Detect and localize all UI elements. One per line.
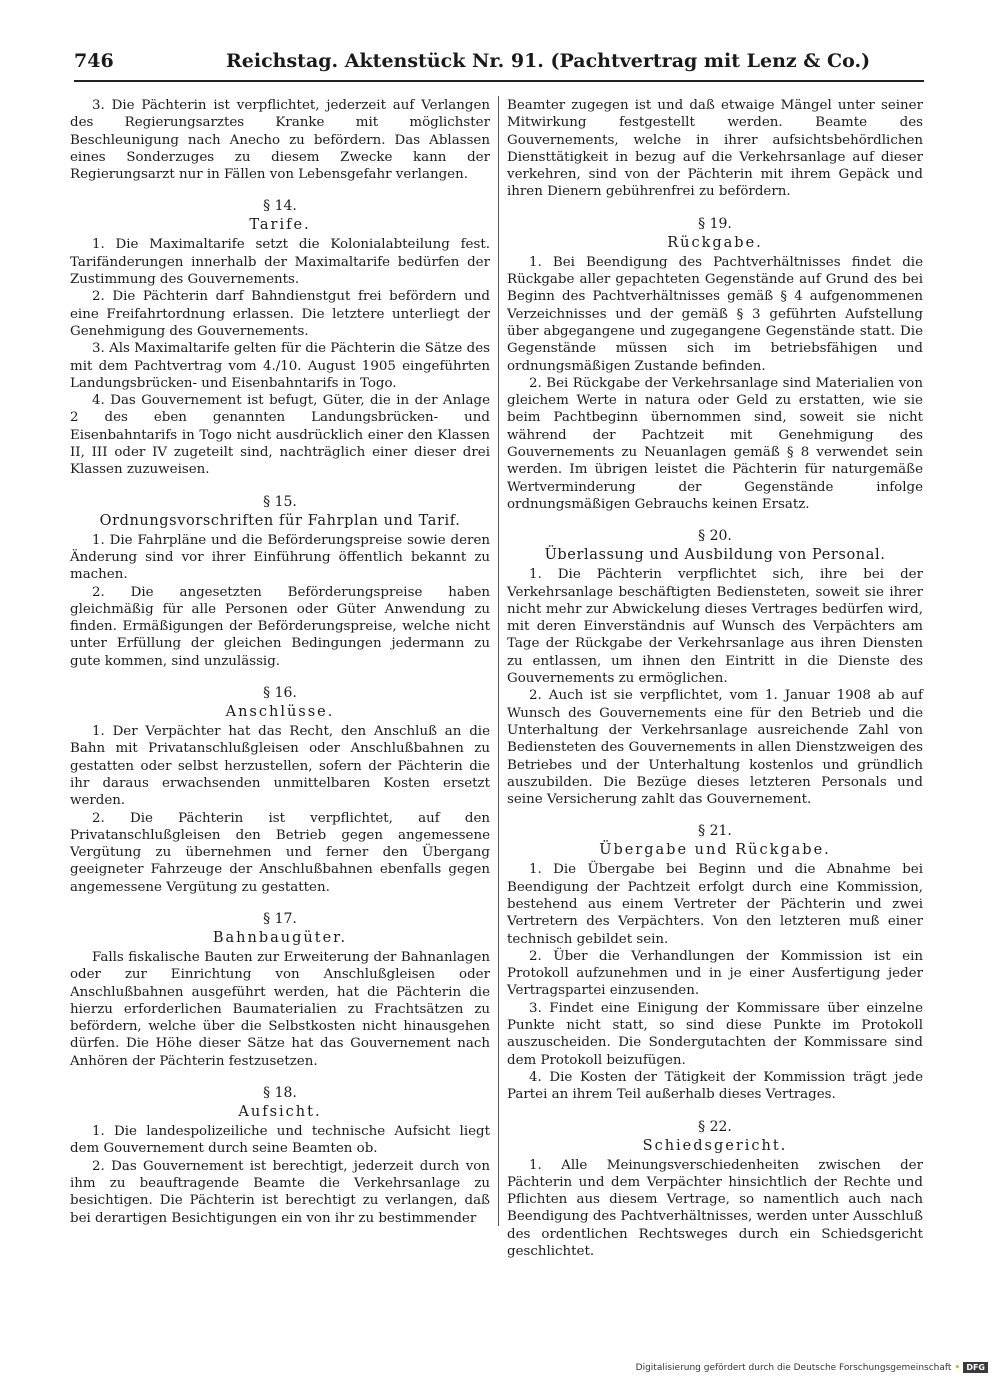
section-heading-16 bbox=[70, 684, 490, 722]
paragraph: 3. Als Maximaltarife gelten für die Pächterin die Sätze des mit dem Pachtvertrag vom 4./10. August 1905 eingeführten Landungsbrücken- und Eisenbahntarifs in Togo. bbox=[70, 341, 490, 391]
paragraph: 1. Die Maximaltarife setzt die Kolonialabteilung fest. Tarifänderungen innerhalb der Maximaltarife bedürfen der Zustimmung des Gouvernements. bbox=[70, 237, 490, 288]
section-title: Schiedsgericht. bbox=[642, 1137, 788, 1154]
paragraph: 4. Die Kosten der Tätigkeit der Kommission trägt jede Partei an ihrem Teil außerhalb dieses Vertrages. bbox=[507, 1069, 923, 1103]
section-number: § 18. bbox=[263, 1085, 297, 1102]
paragraph: 1. Die landespolizeiliche und technische Aufsicht liegt dem Gouvernement durch seine Beamten ob. bbox=[70, 1124, 490, 1157]
credit-text: Digitalisierung gefördert durch die Deutsche Forschungsgemeinschaft bbox=[635, 1362, 952, 1373]
section-number: § 15. bbox=[263, 493, 297, 510]
paragraph: 1. Bei Beendigung des Pachtverhältnisses findet die Rückgabe aller gepachteten Gegenstände auf Grund des bei Beginn des Pachtverhältnisses gemäß § 4 aufgenommenen Verzeichnisses und der gemäß § 3 geführten Aufstellung über abgegangene und zugegangene Gegenstände statt. Die Gegenstände müssen sich im betriebsfähigen und ordnungsmäßigen Zustande befinden. bbox=[507, 254, 923, 374]
paragraph: Beamter zugegen ist und daß etwaige Mängel unter seiner Mitwirkung festgestellt werden. Beamte des Gouvernements, welche in ihrer aufsichtsbehördlichen Diensttätigkeit in bezug auf die Verkehrsanlage auf dieser verkehren, sind von der Pächterin mit ihrem Gepäck und ihren Dienern gebührenfrei zu befördern. bbox=[507, 98, 923, 200]
section-title: Bahnbaugüter. bbox=[212, 929, 348, 946]
paragraph: 1. Die Pächterin verpflichtet sich, ihre bei der Verkehrsanlage beschäftigten Bediensteten, soweit sie ihrer nicht mehr zur Abwickelung dieses Vertrages bedürfen wird, mit deren Einverständnis auf Wunsch des Verpächters am Tage der Rückgabe der Verkehrsanlage aus ihren Diensten zu entlassen, um ihnen den Eintritt in die Dienste des Gouvernements zu ermöglichen. bbox=[507, 567, 923, 687]
paragraph: 2. Die Pächterin ist verpflichtet, auf den Privatanschlußgleisen den Betrieb gegen angemessene Vergütung zu übernehmen und ferner den Übergang geeigneter Fahrzeuge der Anschlußbahnen ebenfalls gegen angemessene Vergütung zu gestatten. bbox=[70, 810, 490, 895]
paragraph: 4. Das Gouvernement ist befugt, Güter, die in der Anlage 2 des eben genannten Landungsbrücken- und Eisenbahntarifs in Togo nicht ausdrücklich einer den Klassen II, III oder IV zugeteilt sind, nachträglich einer dieser drei Klassen zuzuweisen. bbox=[70, 393, 490, 478]
page-header bbox=[74, 50, 924, 82]
section-heading-20 bbox=[507, 527, 923, 565]
page-number: 746 bbox=[74, 50, 114, 72]
paragraph: 2. Die angesetzten Beförderungspreise haben gleichmäßig für alle Personen oder Güter Anwendung zu finden. Ermäßigungen der Beförderungspreise, welche nicht unter Erfüllung der gleichen Bedingungen jedermann zu gute kommen, sind unzulässig. bbox=[70, 584, 490, 669]
section-heading-22 bbox=[507, 1118, 923, 1156]
section-heading-15 bbox=[70, 493, 490, 531]
paragraph: 3. Die Pächterin ist verpflichtet, jederzeit auf Verlangen des Regierungsarztes Kranke mit möglichster Beschleunigung nach Anecho zu befördern. Das Ablassen eines Sonderzuges zu diesem Zwecke kann der Regierungsarzt nur in Fällen von Lebensgefahr verlangen. bbox=[70, 98, 490, 183]
section-title: Übergabe und Rückgabe. bbox=[599, 842, 831, 859]
paragraph: 2. Bei Rückgabe der Verkehrsanlage sind Materialien von gleichem Werte in natura oder Geld zu erstatten, wie sie beim Pachtbeginn übernommen sind, soweit sie nicht während der Pachtzeit mit Genehmigung des Gouvernements zu Neuanlagen gemäß § 8 verwendet sein werden. Im übrigen leistet die Pächterin für naturgemäße Wertverminderung der Gegenstände infolge ordnungsmäßigen Gebrauchs keinen Ersatz. bbox=[507, 375, 923, 512]
right-column bbox=[507, 97, 923, 1260]
section-heading-18 bbox=[70, 1084, 490, 1122]
paragraph: 2. Über die Verhandlungen der Kommission ist ein Protokoll aufzunehmen und in je einer Ausfertigung jeder Vertragspartei einzusenden. bbox=[507, 948, 923, 999]
paragraph: 1. Die Übergabe bei Beginn und die Abnahme bei Beendigung der Pachtzeit erfolgt durch eine Kommission, bestehend aus einem Vertreter der Pächterin und zwei Vertretern des Verpächters. Von den letzteren muß einer technisch gebildet sein. bbox=[507, 862, 923, 947]
section-heading-14 bbox=[70, 197, 490, 235]
paragraph: 2. Die Pächterin darf Bahndienstgut frei befördern und eine Freifahrtordnung erlassen. Die letztere unterliegt der Genehmigung des Gouvernements. bbox=[70, 289, 490, 339]
paragraph: 1. Die Fahrpläne und die Beförderungspreise sowie deren Änderung sind vor ihrer Einführung öffentlich bekannt zu machen. bbox=[70, 532, 490, 583]
section-heading-17 bbox=[70, 910, 490, 948]
section-title: Anschlüsse. bbox=[225, 704, 335, 721]
section-number: § 22. bbox=[698, 1118, 732, 1135]
section-heading-19 bbox=[507, 215, 923, 253]
section-number: § 16. bbox=[263, 685, 297, 702]
digitization-credit bbox=[636, 1362, 988, 1373]
dfg-logo-icon: DFG bbox=[963, 1362, 988, 1373]
running-title: Reichstag. Aktenstück Nr. 91. (Pachtvertrag mit Lenz & Co.) bbox=[226, 50, 871, 72]
section-heading-21 bbox=[507, 822, 923, 860]
section-number: § 14. bbox=[263, 198, 297, 215]
paragraph: 1. Alle Meinungsverschiedenheiten zwischen der Pächterin und dem Verpächter hinsichtlich der Rechte und Pflichten aus diesem Vertrage, so namentlich auch nach Beendigung des Pachtverhältnisses, werden unter Ausschluß des ordentlichen Rechtsweges durch ein Schiedsgericht geschlichtet. bbox=[507, 1157, 923, 1260]
section-number: § 19. bbox=[698, 215, 732, 232]
paragraph: 1. Der Verpächter hat das Recht, den Anschluß an die Bahn mit Privatanschlußgleisen oder Anschlußbahnen zu gestatten oder selbst herzustellen, sofern der Pächterin die ihr daraus erwachsenden unmittelbaren Kosten ersetzt werden. bbox=[70, 724, 490, 809]
paragraph: Falls fiskalische Bauten zur Erweiterung der Bahnanlagen oder zur Einrichtung von Anschlußgleisen oder Anschlußbahnen ausgeführt werden, hat die Pächterin die hierzu erforderlichen Baumaterialien zu Frachtsätzen zu befördern, welche über die Selbstkosten nicht hinausgehen dürfen. Die Höhe dieser Sätze hat das Gouvernement nach Anhören der Pächterin festzusetzen. bbox=[70, 949, 490, 1069]
section-title: Aufsicht. bbox=[238, 1104, 322, 1121]
paragraph: 2. Das Gouvernement ist berechtigt, jederzeit durch von ihm zu beauftragende Beamte die Verkehrsanlage zu besichtigen. Die Pächterin ist berechtigt zu verlangen, daß bei derartigen Besichtigungen ein von ihr zu bestimmender bbox=[70, 1158, 490, 1226]
section-title: Tarife. bbox=[249, 217, 311, 234]
separator-dot-icon: • bbox=[954, 1362, 961, 1373]
column-divider bbox=[498, 96, 499, 1226]
section-title: Rückgabe. bbox=[667, 234, 763, 251]
section-number: § 21. bbox=[698, 823, 732, 840]
section-number: § 17. bbox=[263, 910, 297, 927]
paragraph: 3. Findet eine Einigung der Kommissare über einzelne Punkte nicht statt, so sind diese Punkte im Protokoll auszuscheiden. Die Sondergutachten der Kommissare sind dem Protokoll beizufügen. bbox=[507, 1000, 923, 1068]
left-column bbox=[70, 97, 490, 1227]
section-title: Ordnungsvorschriften für Fahrplan und Tarif. bbox=[99, 512, 461, 529]
section-number: § 20. bbox=[698, 528, 732, 545]
paragraph: 2. Auch ist sie verpflichtet, vom 1. Januar 1908 ab auf Wunsch des Gouvernements eine für den Betrieb und die Unterhaltung der Verkehrsanlage ausreichende Zahl von Bediensteten des Gouvernements in allen Dienstzweigen des Betriebes und der Unterhaltung kostenlos und gründlich auszubilden. Die Bezüge dieses letzteren Personals und seine Versicherung zahlt das Gouvernement. bbox=[507, 688, 923, 808]
section-title: Überlassung und Ausbildung von Personal. bbox=[544, 547, 886, 564]
